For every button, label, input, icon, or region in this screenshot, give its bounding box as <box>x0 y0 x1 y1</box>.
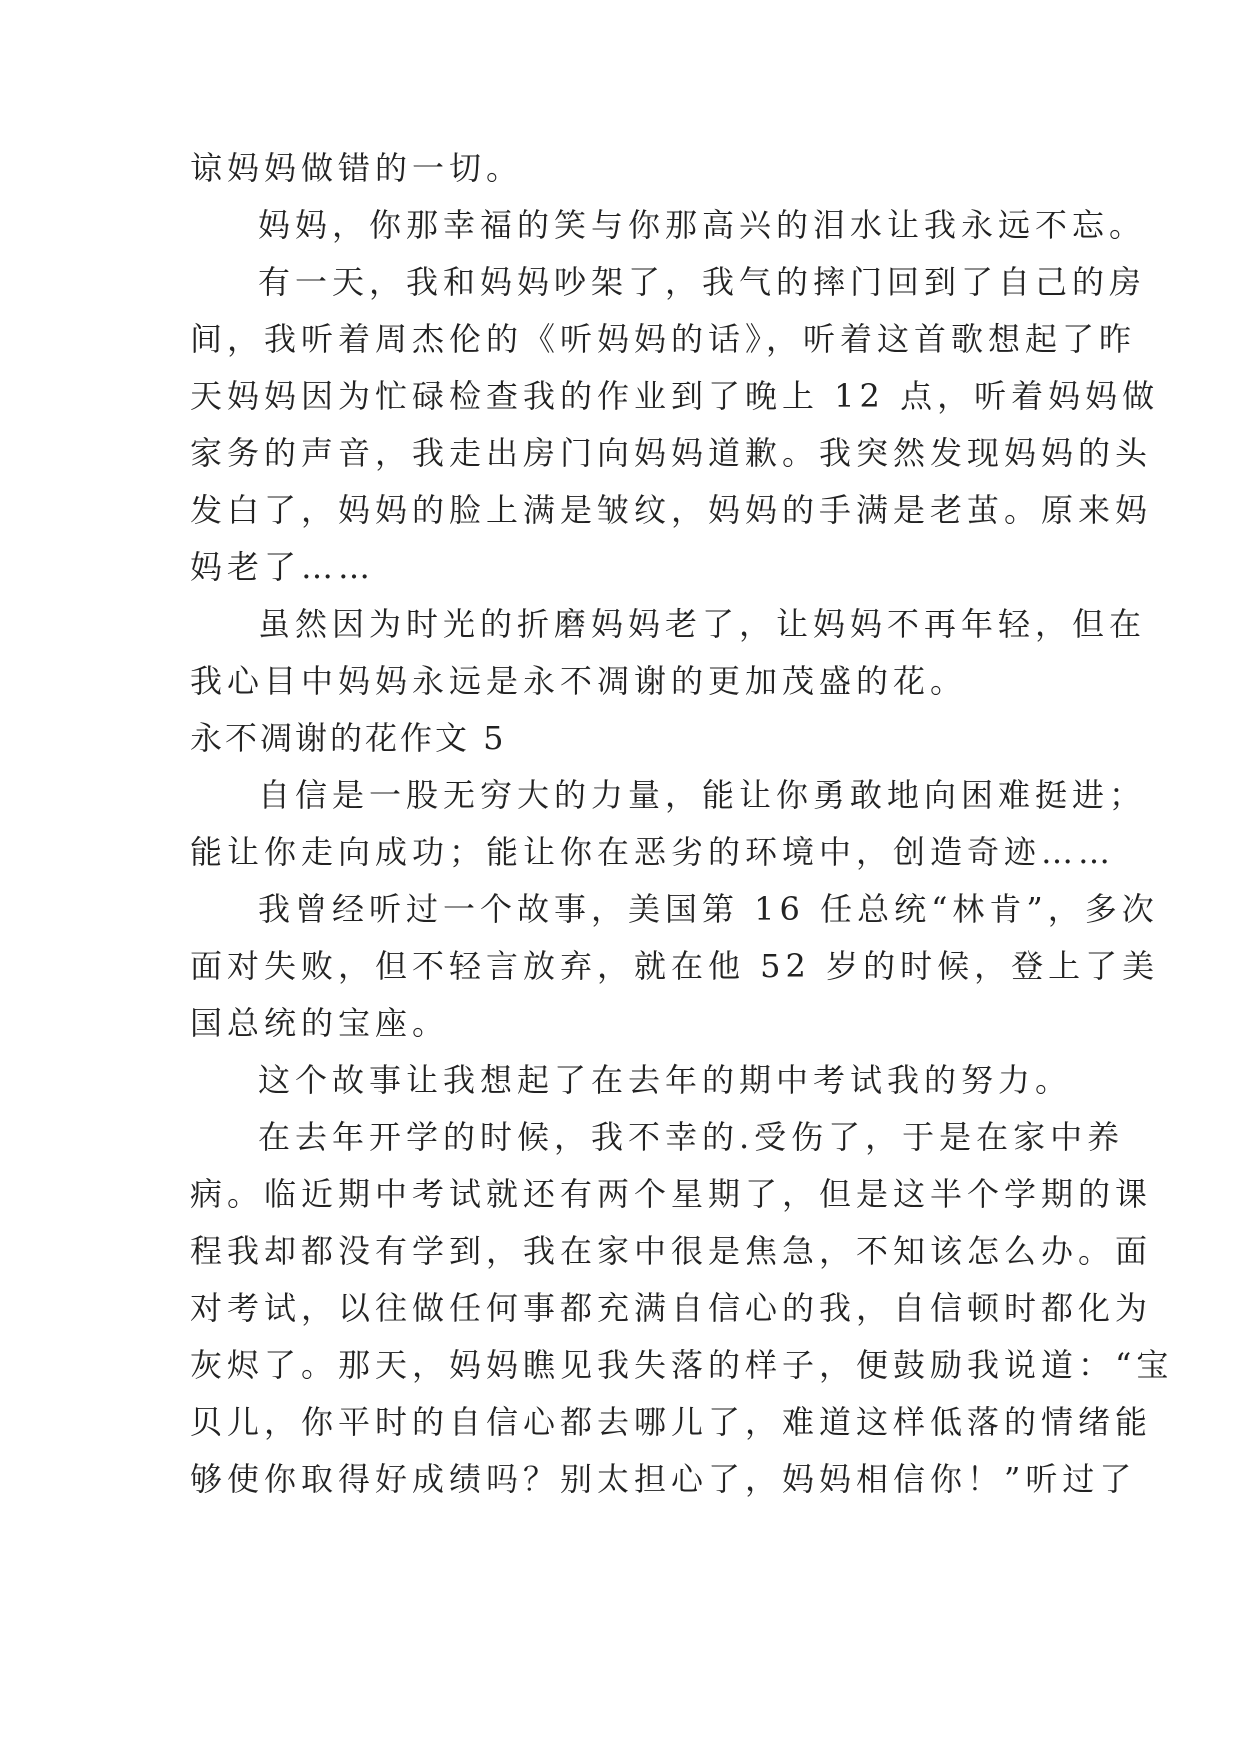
text-line: 虽然因为时光的折磨妈妈老了，让妈妈不再年轻，但在 <box>258 605 1147 643</box>
text-line: 贝儿，你平时的自信心都去哪儿了，难道这样低落的情绪能 <box>190 1403 1153 1441</box>
text-line: 家务的声音，我走出房门向妈妈道歉。我突然发现妈妈的头 <box>190 434 1153 472</box>
text-line: 天妈妈因为忙碌检查我的作业到了晚上 12 点，听着妈妈做 <box>190 377 1160 415</box>
text-line: 这个故事让我想起了在去年的期中考试我的努力。 <box>258 1061 1073 1099</box>
text-line: 妈妈，你那幸福的笑与你那高兴的泪水让我永远不忘。 <box>258 206 1147 244</box>
text-line: 间，我听着周杰伦的《听妈妈的话》，听着这首歌想起了昨 <box>190 320 1137 358</box>
text-line: 我心目中妈妈永远是永不凋谢的更加茂盛的花。 <box>190 662 968 700</box>
text-line: 够使你取得好成绩吗？别太担心了，妈妈相信你！”听过了 <box>190 1460 1137 1498</box>
text-line: 在去年开学的时候，我不幸的.受伤了，于是在家中养 <box>258 1118 1125 1156</box>
text-line: 我曾经听过一个故事，美国第 16 任总统“林肯”，多次 <box>258 890 1159 928</box>
text-line: 病。临近期中考试就还有两个星期了，但是这半个学期的课 <box>190 1175 1153 1213</box>
text-line: 国总统的宝座。 <box>190 1004 450 1042</box>
section-heading: 永不凋谢的花作文 5 <box>190 719 507 757</box>
text-line: 有一天，我和妈妈吵架了，我气的摔门回到了自己的房 <box>258 263 1147 301</box>
text-line: 对考试，以往做任何事都充满自信心的我，自信顿时都化为 <box>190 1289 1153 1327</box>
text-line: 程我却都没有学到，我在家中很是焦急，不知该怎么办。面 <box>190 1232 1153 1270</box>
text-line: 面对失败，但不轻言放弃，就在他 52 岁的时候，登上了美 <box>190 947 1160 985</box>
text-line: 自信是一股无穷大的力量，能让你勇敢地向困难挺进； <box>258 776 1147 814</box>
text-line: 发白了，妈妈的脸上满是皱纹，妈妈的手满是老茧。原来妈 <box>190 491 1153 529</box>
text-line: 灰烬了。那天，妈妈瞧见我失落的样子，便鼓励我说道：“宝 <box>190 1346 1174 1384</box>
text-line: 能让你走向成功；能让你在恶劣的环境中，创造奇迹…… <box>190 833 1116 871</box>
text-line: 谅妈妈做错的一切。 <box>190 149 524 187</box>
text-line: 妈老了…… <box>190 548 376 586</box>
